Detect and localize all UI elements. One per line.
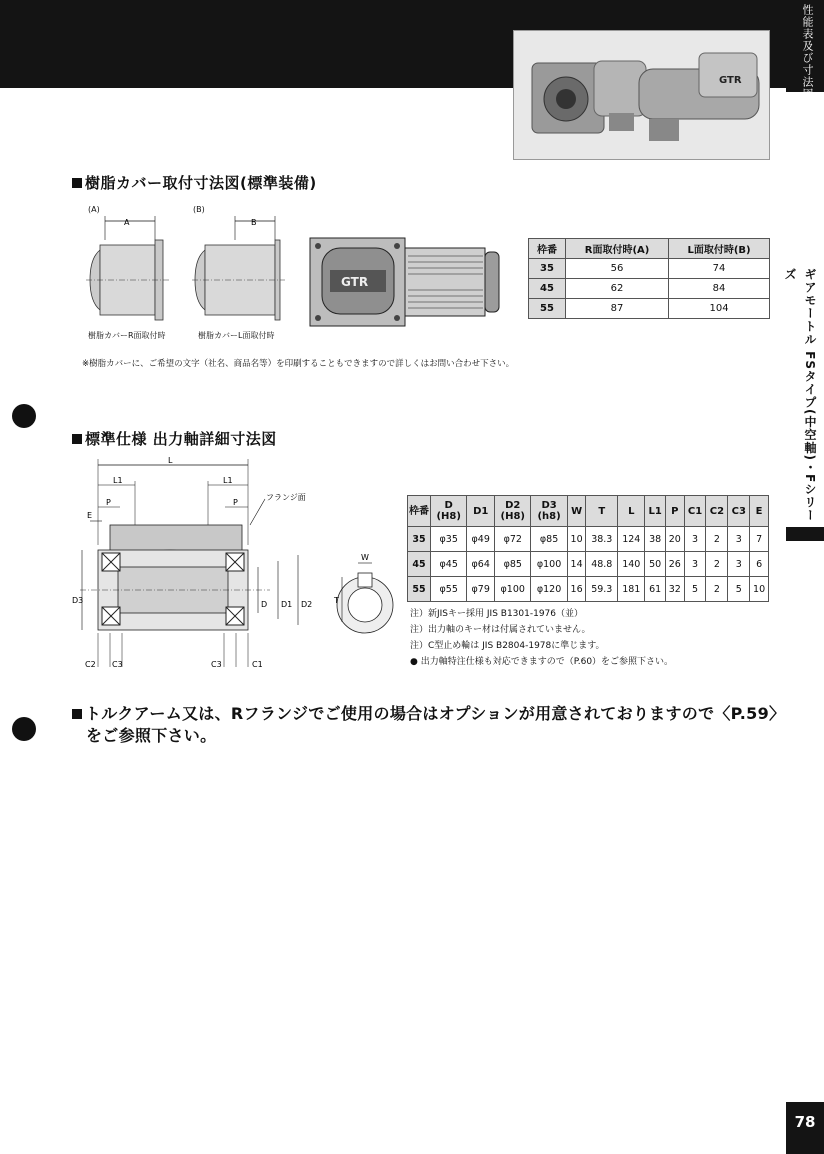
table-row bbox=[529, 259, 770, 279]
section-heading-shaft bbox=[72, 428, 277, 449]
page-number: 78 bbox=[786, 1102, 824, 1154]
table-header-row bbox=[408, 496, 769, 527]
table-row bbox=[529, 279, 770, 299]
shaft-detail-diagram bbox=[70, 455, 400, 675]
table-header-cell: D2 (H8) bbox=[495, 496, 531, 527]
option-note-line1 bbox=[72, 701, 785, 724]
table-cell: 16 bbox=[567, 577, 586, 602]
table-cell: 2 bbox=[706, 577, 728, 602]
dim-C1: C1 bbox=[252, 660, 263, 669]
option-note-text1: トルクアーム又は、Rフランジでご使用の場合はオプションが用意されておりますので〈P.59〉 bbox=[85, 704, 786, 723]
dim-a-text: A bbox=[124, 218, 130, 227]
motor-side-view bbox=[308, 236, 503, 328]
table-header-cell: L1 bbox=[645, 496, 665, 527]
dim-C3-left: C3 bbox=[112, 660, 123, 669]
label-b: (B) bbox=[193, 205, 205, 214]
table-cell: 10 bbox=[567, 527, 586, 552]
dim-L1-left: L1 bbox=[113, 476, 123, 485]
table-cell: 7 bbox=[750, 527, 769, 552]
table-cell: 3 bbox=[684, 527, 706, 552]
table-header-cell: L bbox=[618, 496, 645, 527]
table-cell: 3 bbox=[728, 527, 750, 552]
cover-print-note: ※樹脂カバーに、ご希望の文字（社名、商品名等）を印刷することもできますので詳しくはお問い合わせ下さい。 bbox=[82, 359, 515, 369]
table-cell: φ64 bbox=[467, 552, 495, 577]
heading-square-icon bbox=[72, 709, 82, 719]
table-header-cell: C2 bbox=[706, 496, 728, 527]
table-header-cell: 枠番 bbox=[529, 239, 566, 259]
dim-P-left: P bbox=[106, 498, 111, 507]
dim-W: W bbox=[361, 553, 369, 562]
table-row bbox=[408, 552, 769, 577]
table-cell: φ85 bbox=[531, 527, 567, 552]
table-cell: 6 bbox=[750, 552, 769, 577]
table-cell: 45 bbox=[529, 279, 566, 299]
table-header-cell: W bbox=[567, 496, 586, 527]
heading-square-icon bbox=[72, 434, 82, 444]
table-cell: φ100 bbox=[495, 577, 531, 602]
table-cell: 38 bbox=[645, 527, 665, 552]
caption-b: 樹脂カバーL面取付時 bbox=[198, 331, 275, 340]
table-cell: 45 bbox=[408, 552, 431, 577]
table-cell: 5 bbox=[684, 577, 706, 602]
table-cell: 124 bbox=[618, 527, 645, 552]
dim-D1: D1 bbox=[281, 600, 293, 609]
shaft-note: 注）新JISキー採用 JIS B1301-1976（並） bbox=[410, 609, 583, 619]
dim-L1-right: L1 bbox=[223, 476, 233, 485]
dim-L: L bbox=[168, 456, 173, 465]
dim-D2: D2 bbox=[301, 600, 313, 609]
table-cell: 35 bbox=[408, 527, 431, 552]
table-header-cell: D3 (h8) bbox=[531, 496, 567, 527]
shaft-note: ● 出力軸特注仕様も対応できますので（P.60）をご参照下さい。 bbox=[410, 657, 674, 667]
table-cell: 32 bbox=[665, 577, 684, 602]
table-cell: 38.3 bbox=[586, 527, 618, 552]
table-row bbox=[408, 577, 769, 602]
table-header-row bbox=[529, 239, 770, 259]
table-header-cell: D1 bbox=[467, 496, 495, 527]
table-cell: 62 bbox=[566, 279, 669, 299]
bullet-dot-icon bbox=[12, 717, 36, 741]
table-cell: φ79 bbox=[467, 577, 495, 602]
side-category-label: 性能表及び寸法図 bbox=[801, 4, 814, 100]
table-cell: 55 bbox=[408, 577, 431, 602]
photo-brand: GTR bbox=[719, 75, 742, 86]
table-cell: φ120 bbox=[531, 577, 567, 602]
table-cell: 104 bbox=[669, 299, 770, 319]
table-cell: φ85 bbox=[495, 552, 531, 577]
table-header-cell: R面取付時(A) bbox=[566, 239, 669, 259]
table-cell: 2 bbox=[706, 552, 728, 577]
table-cell: 181 bbox=[618, 577, 645, 602]
dim-D3: D3 bbox=[72, 596, 84, 605]
table-cell: 3 bbox=[728, 552, 750, 577]
table-cell: φ100 bbox=[531, 552, 567, 577]
table-cell: φ55 bbox=[431, 577, 467, 602]
dim-C3-right: C3 bbox=[211, 660, 222, 669]
table-cell: 59.3 bbox=[586, 577, 618, 602]
table-cell: 50 bbox=[645, 552, 665, 577]
table-cell: 56 bbox=[566, 259, 669, 279]
label-a: (A) bbox=[88, 205, 100, 214]
side-series-label: ギアモートル FSタイプ(中空軸)・Fシリーズ bbox=[783, 268, 817, 523]
dim-P-right: P bbox=[233, 498, 238, 507]
shaft-dimension-table bbox=[407, 495, 769, 602]
table-cell: 35 bbox=[529, 259, 566, 279]
table-cell: 26 bbox=[665, 552, 684, 577]
table-cell: 61 bbox=[645, 577, 665, 602]
dim-b-text: B bbox=[251, 218, 257, 227]
section2-title: 標準仕様 出力軸詳細寸法図 bbox=[85, 430, 277, 448]
table-row bbox=[408, 527, 769, 552]
table-cell: 140 bbox=[618, 552, 645, 577]
heading-square-icon bbox=[72, 178, 82, 188]
cover-diagram-ab bbox=[80, 212, 310, 330]
table-header-cell: C1 bbox=[684, 496, 706, 527]
shaft-note: 注）出力軸のキー材は付属されていません。 bbox=[410, 625, 591, 635]
table-header-cell: D (H8) bbox=[431, 496, 467, 527]
table-cell: 20 bbox=[665, 527, 684, 552]
dim-T: T bbox=[334, 596, 339, 605]
dim-D: D bbox=[261, 600, 268, 609]
dim-C2: C2 bbox=[85, 660, 96, 669]
product-photo bbox=[513, 30, 770, 160]
table-cell: 74 bbox=[669, 259, 770, 279]
table-cell: 48.8 bbox=[586, 552, 618, 577]
bullet-dot-icon bbox=[12, 404, 36, 428]
table-cell: φ72 bbox=[495, 527, 531, 552]
option-note-line2: をご参照下さい。 bbox=[86, 726, 217, 745]
table-header-cell: T bbox=[586, 496, 618, 527]
table-row bbox=[529, 299, 770, 319]
table-cell: 5 bbox=[728, 577, 750, 602]
section-heading-cover bbox=[72, 172, 317, 193]
table-header-cell: C3 bbox=[728, 496, 750, 527]
side-marker bbox=[786, 527, 824, 541]
table-header-cell: P bbox=[665, 496, 684, 527]
table-header-cell: 枠番 bbox=[408, 496, 431, 527]
table-cell: 84 bbox=[669, 279, 770, 299]
motor-brand: GTR bbox=[341, 275, 369, 289]
table-header-cell: L面取付時(B) bbox=[669, 239, 770, 259]
section1-title: 樹脂カバー取付寸法図(標準装備) bbox=[85, 174, 317, 192]
cover-dimension-table bbox=[528, 238, 770, 319]
table-cell: 87 bbox=[566, 299, 669, 319]
shaft-note: 注）C型止め輪は JIS B2804-1978に準じます。 bbox=[410, 641, 605, 651]
table-cell: 2 bbox=[706, 527, 728, 552]
dim-E: E bbox=[87, 511, 93, 520]
table-cell: φ35 bbox=[431, 527, 467, 552]
table-cell: 55 bbox=[529, 299, 566, 319]
table-cell: φ45 bbox=[431, 552, 467, 577]
caption-a: 樹脂カバーR面取付時 bbox=[88, 331, 166, 340]
table-cell: 3 bbox=[684, 552, 706, 577]
table-cell: 14 bbox=[567, 552, 586, 577]
table-header-cell: E bbox=[750, 496, 769, 527]
table-cell: 10 bbox=[750, 577, 769, 602]
table-cell: φ49 bbox=[467, 527, 495, 552]
flange-label: フランジ面 bbox=[266, 493, 306, 502]
